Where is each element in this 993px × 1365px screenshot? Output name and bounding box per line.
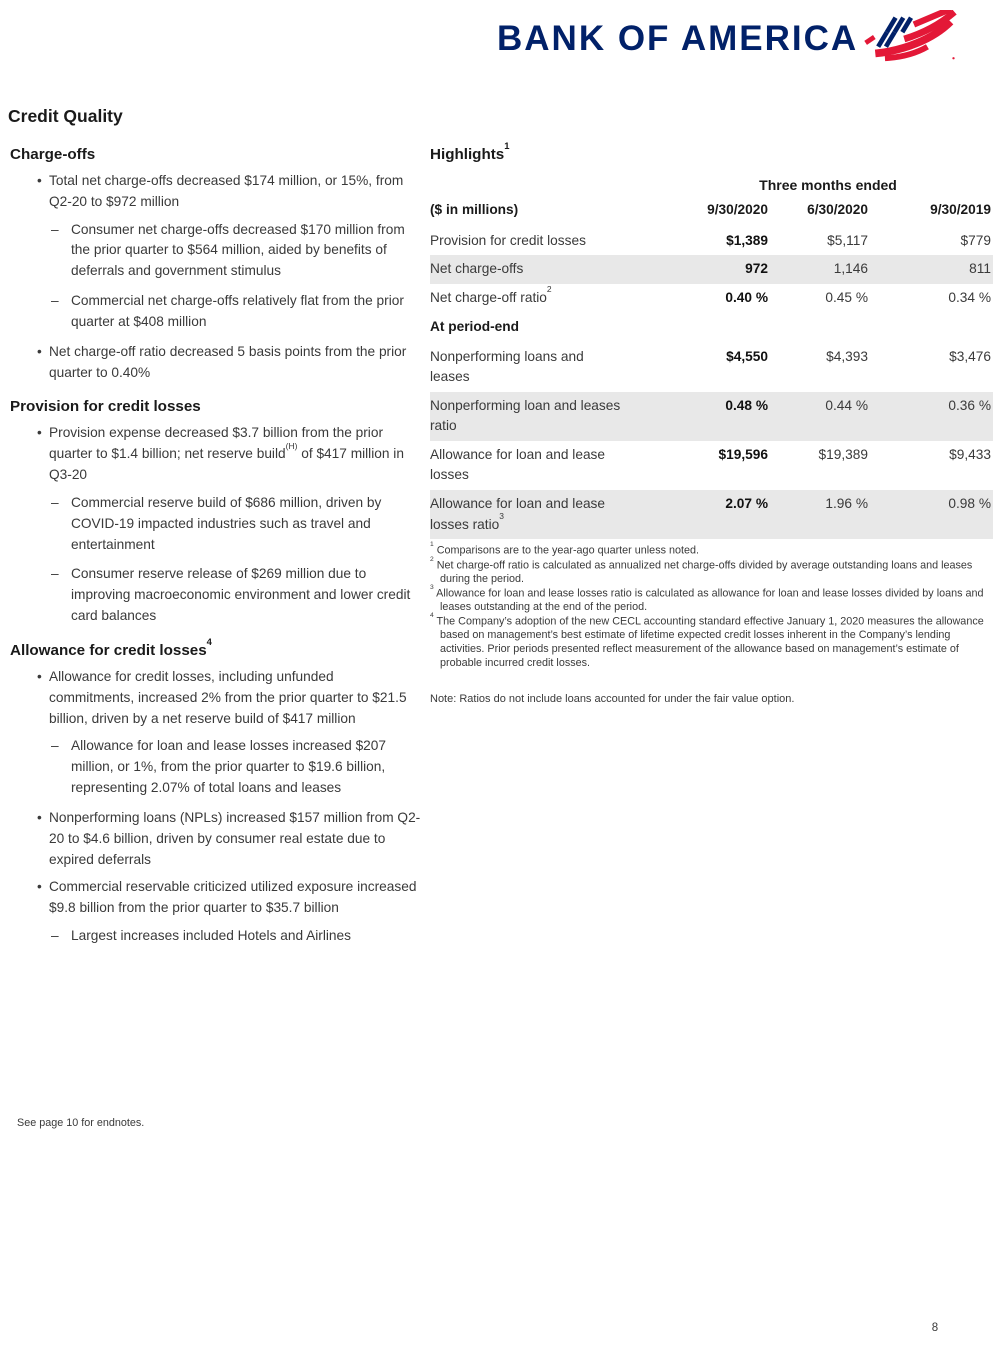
sub-bullet-item: – Consumer net charge-offs decreased $170 million from the prior quarter to $564 million, aided by benefits of deferrals and government stimulus [10, 220, 422, 282]
table-section-at-period-end: At period-end [430, 319, 519, 335]
bullet-marker: • [37, 668, 42, 684]
units-label: ($ in millions) [430, 202, 519, 217]
footnote-ref-1: 1 [504, 139, 510, 151]
bofa-logo [497, 10, 959, 66]
value-current-quarter: $19,596 [718, 446, 768, 462]
value-year-ago: $3,476 [949, 348, 991, 364]
sub-bullet-item: – Commercial net charge-offs relatively flat from the prior quarter at $408 million [10, 291, 422, 333]
endnote-ref-h: (H) [285, 440, 298, 451]
footnote-ref-4: 4 [206, 635, 212, 647]
column-header: 6/30/2020 [807, 202, 868, 217]
value-year-ago: 0.36 % [948, 397, 991, 413]
value-year-ago: 0.98 % [948, 496, 991, 512]
note-fair-value: Note: Ratios do not include loans accounted for under the fair value option. [430, 692, 795, 705]
footnote-2: $^2$ Net charge-off ratio is calculated as annualized net charge-offs divided by average outstanding loans and leases during the period. [430, 555, 973, 585]
footnote-1: $^1$ Comparisons are to the year-ago quarter unless noted. [430, 541, 700, 557]
period-span-header: Three months ended [759, 177, 897, 193]
footnote-ref-3: 3 [499, 511, 504, 522]
dash-marker: – [51, 494, 59, 510]
value-year-ago: 811 [969, 261, 991, 277]
value-current-quarter: 0.48 % [725, 397, 768, 413]
sub-bullet-item: – Consumer reserve release of $269 million due to improving macroeconomic environment and lower credit card balances [10, 564, 422, 626]
table-row-nonperforming-ratio: Nonperforming loan and leases ratio 0.48 % 0.44 % 0.36 % [430, 392, 993, 441]
footnote-4: $^4$ The Company’s adoption of the new CECL accounting standard effective January 1, 2020 measures the allowance based on management’s best estimate of lifetime expected credit losses inherent in the Company’s lending activities. Prior periods presented reflect measurement of the allowance based on management’s estimate of probable incurred credit losses. [430, 612, 984, 669]
value-prior-quarter: 0.45 % [825, 289, 868, 305]
table-header-row [430, 193, 993, 227]
section-allowance [10, 635, 422, 947]
section-heading: Allowance for credit losses$^4$ [10, 635, 212, 659]
highlights-column [430, 139, 993, 705]
column-header: 9/30/2020 [707, 202, 768, 217]
table-row-provision: Provision for credit losses $1,389 $5,117 $779 [430, 227, 993, 256]
value-prior-quarter: $5,117 [827, 232, 868, 248]
section-heading: Provision for credit losses [10, 398, 201, 416]
dash-marker: – [51, 738, 59, 754]
bullet-marker: • [37, 879, 42, 895]
value-prior-quarter: 1,146 [833, 261, 868, 277]
table-row-net-charge-off-ratio: Net charge-off ratio$^2$ 0.40 % 0.45 % 0.34 % [430, 284, 993, 313]
table-row-allowance-ratio: Allowance for loan and lease losses ratio$^3$ 2.07 % 1.96 % 0.98 % [430, 490, 993, 539]
section-charge-offs [10, 146, 422, 383]
footnotes [430, 541, 993, 671]
bullet-marker: • [37, 343, 42, 359]
value-current-quarter: 0.40 % [725, 289, 768, 305]
dash-marker: – [51, 221, 59, 237]
sub-bullet-item: – Largest increases included Hotels and Airlines [10, 926, 422, 947]
sub-bullet-item: – Commercial reserve build of $686 million, driven by COVID-19 impacted industries such as travel and entertainment [10, 493, 422, 555]
page-title: Credit Quality [8, 106, 123, 126]
value-prior-quarter: $4,393 [826, 348, 868, 364]
bullet-marker: • [37, 809, 42, 825]
table-row-allowance: Allowance for loan and lease losses $19,596 $19,389 $9,433 [430, 441, 993, 490]
footnote-ref-2: 2 [546, 284, 552, 295]
value-prior-quarter: $19,389 [818, 446, 868, 462]
section-provision [10, 398, 422, 626]
bullet-marker: • [37, 425, 42, 441]
value-current-quarter: $4,550 [726, 348, 768, 364]
bullet-item: • Commercial reservable criticized utilized exposure increased $9.8 billion from the prior quarter to $35.7 billion [10, 877, 422, 919]
bullet-item: • Net charge-off ratio decreased 5 basis points from the prior quarter to 0.40% [10, 342, 422, 384]
bullet-item: • Nonperforming loans (NPLs) increased $157 million from Q2-20 to $4.6 billion, driven by consumer real estate due to expired deferrals [10, 808, 422, 870]
value-prior-quarter: 0.44 % [825, 397, 868, 413]
bofa-flag-icon [864, 10, 959, 66]
value-current-quarter: 972 [745, 261, 768, 277]
endnotes-reference: See page 10 for endnotes. [17, 1117, 145, 1129]
dash-marker: – [51, 928, 59, 944]
value-year-ago: 0.34 % [948, 289, 991, 305]
value-current-quarter: 2.07 % [725, 496, 768, 512]
dash-marker: – [51, 293, 59, 309]
highlights-title: Highlights$^1$ [430, 139, 510, 163]
column-header: 9/30/2019 [930, 202, 991, 217]
dash-marker: – [51, 566, 59, 582]
table-row-nonperforming-loans: Nonperforming loans and leases $4,550 $4,393 $3,476 [430, 343, 993, 392]
bullet-item: • Total net charge-offs decreased $174 million, or 15%, from Q2-20 to $972 million [10, 171, 422, 213]
sub-bullet-item: – Allowance for loan and lease losses increased $207 million, or 1%, from the prior quarter to $19.6 billion, representing 2.07% of total loans and leases [10, 736, 422, 798]
value-year-ago: $9,433 [949, 446, 991, 462]
bullet-item: • Allowance for credit losses, including unfunded commitments, increased 2% from the prior quarter to $21.5 billion, driven by a net reserve build of $417 million [10, 667, 422, 729]
value-year-ago: $779 [960, 232, 991, 248]
value-current-quarter: $1,389 [726, 232, 768, 248]
section-heading: Charge-offs [10, 146, 96, 163]
bullet-item: • Provision expense decreased $3.7 billion from the prior quarter to $1.4 billion; net reserve build$^{(H)}$ of $417 million in Q3-20 [10, 423, 422, 485]
narrative-column [10, 146, 422, 956]
bullet-marker: • [37, 173, 42, 188]
footnote-3: $^3$ Allowance for loan and lease losses ratio is calculated as allowance for loan and lease losses divided by loans and leases outstanding at the end of the period. [430, 584, 984, 614]
value-prior-quarter: 1.96 % [825, 496, 868, 512]
bofa-wordmark: BANK OF AMERICA [497, 18, 859, 58]
table-row-net-charge-offs: Net charge-offs 972 1,146 811 [430, 255, 993, 284]
page-number: 8 [931, 1322, 939, 1334]
